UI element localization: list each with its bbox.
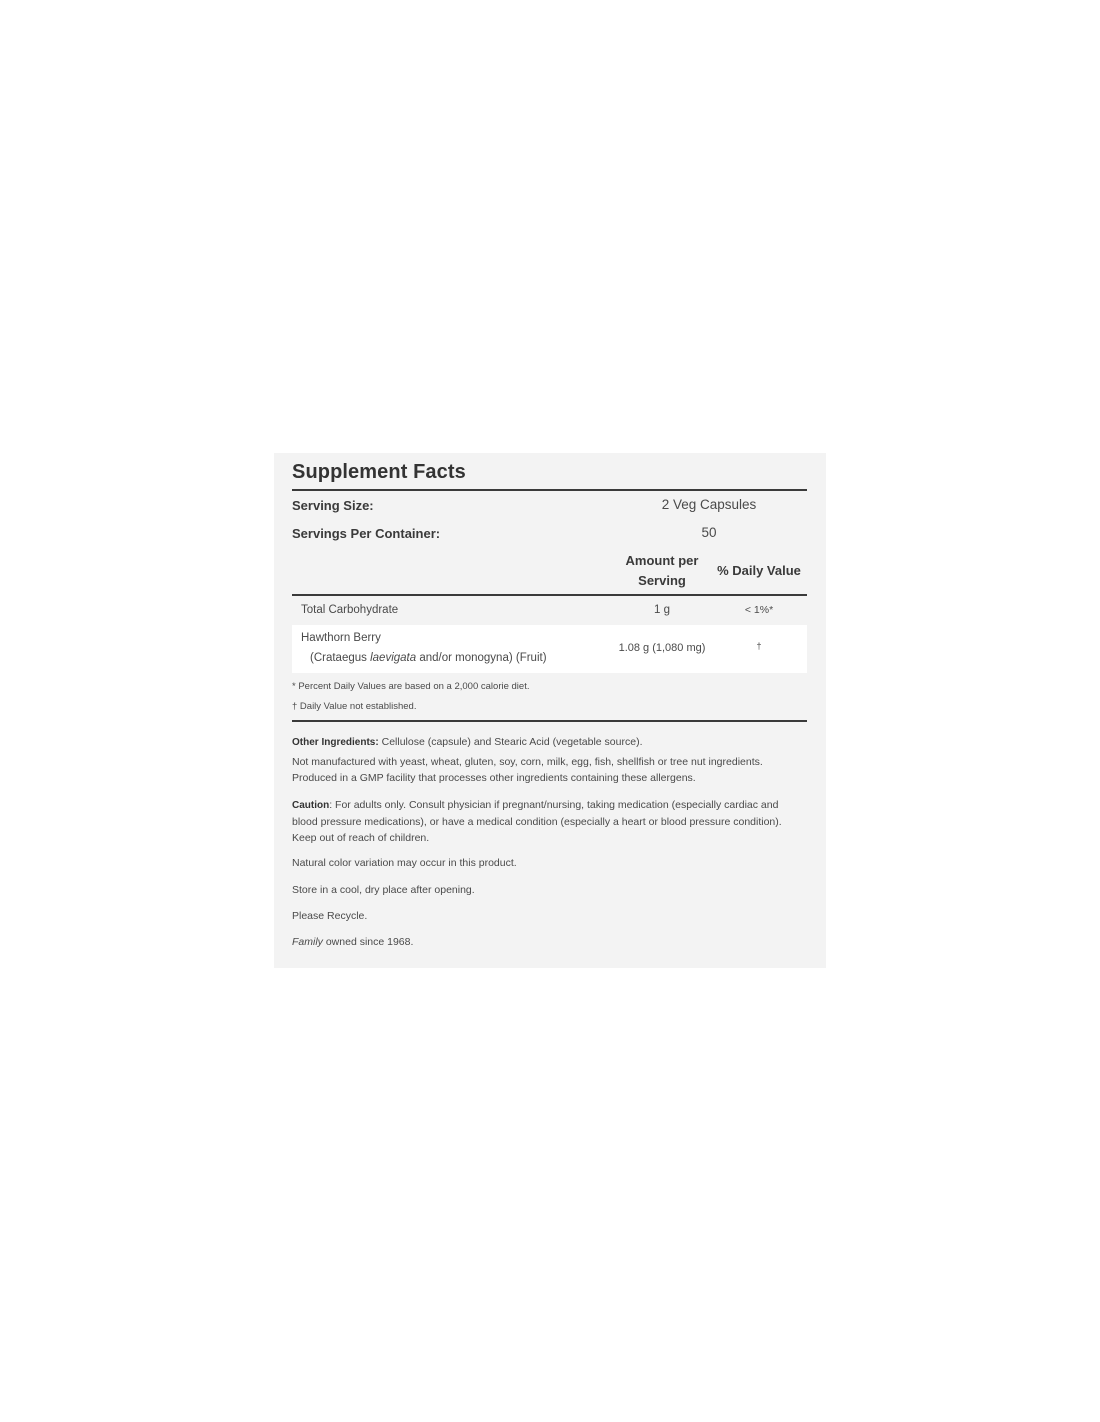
family-word: Family — [292, 936, 323, 948]
botanical-latin: laevigata — [370, 652, 417, 664]
other-ingredients — [292, 734, 807, 751]
table-row — [292, 625, 807, 673]
facts-bottom-divider — [292, 720, 807, 722]
servings-per-container-label: Servings Per Container: — [292, 526, 441, 541]
storage-note: Store in a cool, dry place after opening. — [292, 884, 475, 896]
color-variation-note: Natural color variation may occur in this product. — [292, 857, 517, 869]
serving-size-value: 2 Veg Capsules — [661, 497, 757, 512]
recycle-note: Please Recycle. — [292, 910, 368, 922]
caution-statement — [292, 797, 807, 846]
servings-per-container-value: 50 — [701, 525, 717, 540]
allergen-statement: Not manufactured with yeast, wheat, gluten, soy, corn, milk, egg, fish, shellfish or tree nut ingredients. Produced in a GMP facility that processes other ingredients containing these allergens. — [292, 756, 763, 784]
amount-header-line1: Amount per — [625, 553, 699, 568]
footnote-daily-values: * Percent Daily Values are based on a 2,000 calorie diet. — [292, 681, 530, 692]
serving-size-label: Serving Size: — [292, 498, 374, 513]
supplement-facts-panel — [274, 453, 826, 968]
nutrient-amount: 1 g — [654, 604, 670, 616]
ingredient-amount: 1.08 g (1,080 mg) — [618, 642, 706, 654]
family-rest: owned since 1968. — [322, 936, 414, 948]
amount-header-line2: Serving — [638, 573, 686, 588]
nutrient-name: Total Carbohydrate — [301, 604, 399, 616]
nutrient-daily-value: < 1%* — [744, 604, 774, 616]
title-divider — [292, 489, 807, 491]
other-ingredients-text: Cellulose (capsule) and Stearic Acid (vegetable source). — [378, 736, 643, 748]
ingredient-name: Hawthorn Berry — [301, 632, 381, 644]
other-ingredients-label: Other Ingredients: — [292, 737, 379, 748]
amount-per-serving-header — [614, 551, 710, 591]
table-row — [292, 596, 807, 625]
panel-title: Supplement Facts — [292, 461, 466, 483]
footnote-not-established: † Daily Value not established. — [292, 701, 417, 712]
botanical-text: (Crataegus laevigata and/or monogyna) (Fruit) — [310, 652, 547, 664]
caution-text: : For adults only. Consult physician if pregnant/nursing, taking medication (especially cardiac and blood pressure medications), or have a medical condition (especially a heart or blood pressure condition). Keep out of reach of children. — [292, 799, 782, 844]
caution-label: Caution — [292, 800, 330, 811]
daily-value-header: % Daily Value — [717, 563, 801, 578]
ingredient-botanical — [310, 652, 547, 664]
family-owned-note — [292, 934, 807, 950]
ingredient-daily-value: † — [756, 641, 762, 651]
